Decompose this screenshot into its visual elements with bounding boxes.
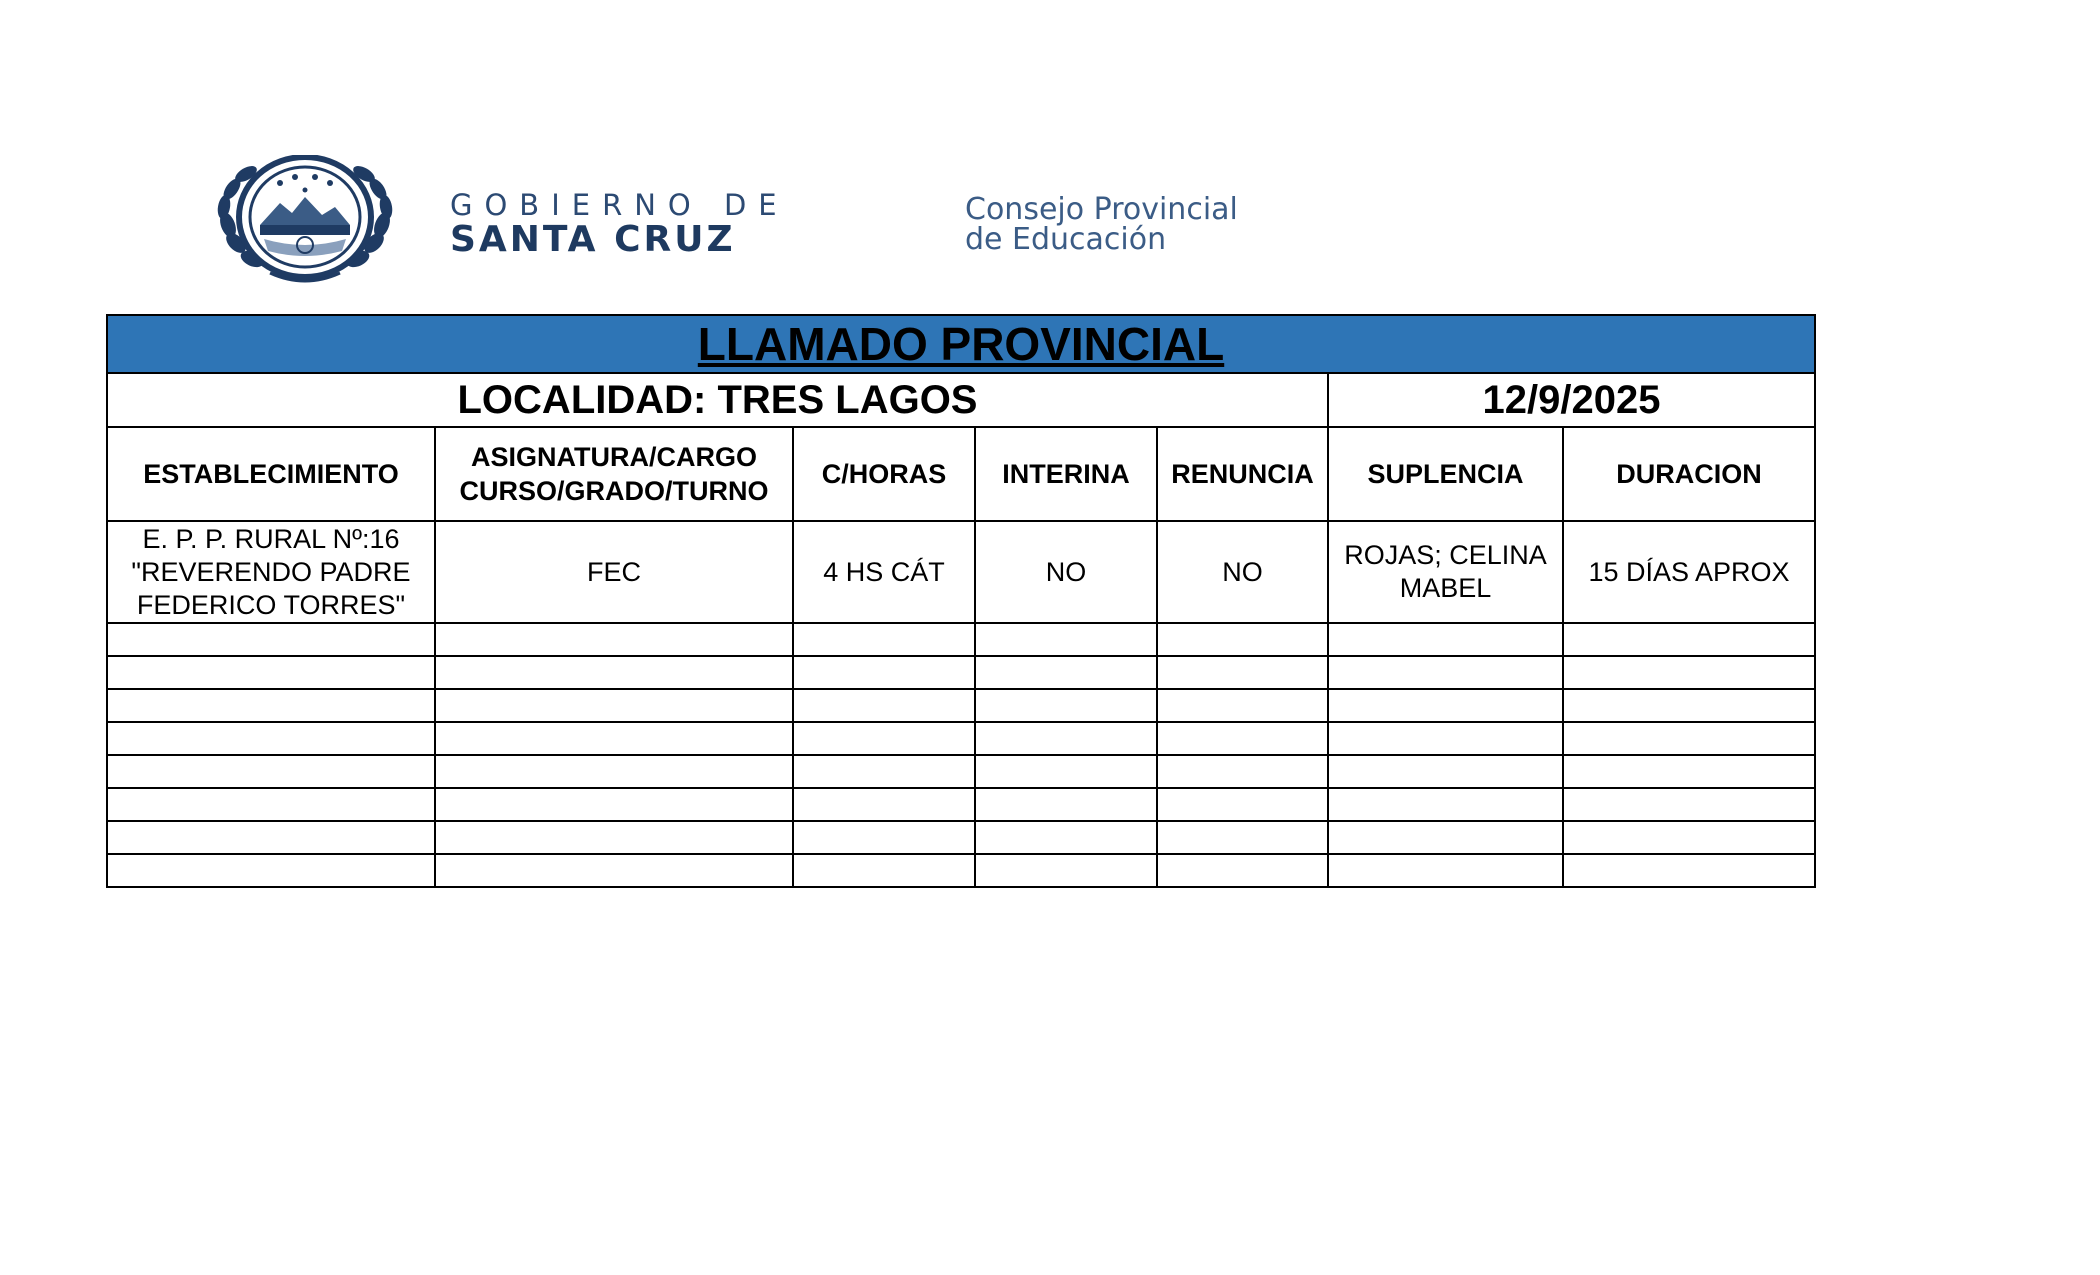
empty-cell (975, 656, 1157, 689)
gov-line-2: SANTA CRUZ (450, 219, 736, 260)
establecimiento-line-2: "REVERENDO PADRE (131, 556, 411, 587)
government-brand (450, 188, 789, 260)
empty-table-row (107, 788, 1815, 821)
col-suplencia: SUPLENCIA (1328, 427, 1563, 521)
empty-cell (1157, 821, 1328, 854)
empty-cell (435, 722, 793, 755)
empty-cell (107, 821, 435, 854)
empty-cell (107, 788, 435, 821)
empty-cell (1328, 755, 1563, 788)
empty-cell (793, 821, 975, 854)
cell-horas: 4 HS CÁT (793, 521, 975, 623)
cell-duracion: 15 DÍAS APROX (1563, 521, 1815, 623)
localidad: LOCALIDAD: TRES LAGOS (107, 373, 1328, 427)
empty-cell (975, 689, 1157, 722)
title-row (107, 315, 1815, 373)
empty-table-row (107, 821, 1815, 854)
empty-cell (435, 689, 793, 722)
col-interina: INTERINA (975, 427, 1157, 521)
empty-cell (793, 854, 975, 887)
empty-cell (975, 755, 1157, 788)
establecimiento-line-1: E. P. P. RURAL Nº:16 (142, 523, 400, 554)
empty-cell (793, 656, 975, 689)
cell-renuncia: NO (1157, 521, 1328, 623)
council-line-2: de Educación (965, 222, 1167, 257)
santa-cruz-seal-logo (210, 155, 400, 283)
empty-table-row (107, 755, 1815, 788)
gov-line-1: GOBIERNO DE (450, 188, 789, 222)
empty-cell (107, 656, 435, 689)
empty-cell (107, 623, 435, 656)
empty-table-row (107, 689, 1815, 722)
empty-cell (1157, 788, 1328, 821)
cell-interina: NO (975, 521, 1157, 623)
table-row (107, 521, 1815, 623)
col-asignatura (435, 427, 793, 521)
page-header (210, 155, 1410, 285)
col-asignatura-line-1: ASIGNATURA/CARGO (471, 442, 757, 472)
empty-cell (1328, 722, 1563, 755)
empty-cell (1328, 689, 1563, 722)
council-brand (965, 192, 1238, 257)
empty-cell (1563, 788, 1815, 821)
empty-table-row (107, 854, 1815, 887)
suplencia-line-1: ROJAS; CELINA (1344, 540, 1547, 570)
empty-cell (793, 623, 975, 656)
empty-cell (1328, 821, 1563, 854)
empty-cell (1563, 656, 1815, 689)
council-line-1: Consejo Provincial (965, 192, 1238, 227)
empty-cell (435, 821, 793, 854)
empty-cell (107, 854, 435, 887)
col-renuncia: RENUNCIA (1157, 427, 1328, 521)
empty-cell (1157, 689, 1328, 722)
cell-asignatura: FEC (435, 521, 793, 623)
empty-cell (435, 854, 793, 887)
empty-cell (1563, 821, 1815, 854)
empty-table-row (107, 656, 1815, 689)
empty-cell (107, 755, 435, 788)
table-title: LLAMADO PROVINCIAL (107, 315, 1815, 373)
empty-cell (1157, 755, 1328, 788)
header-row (107, 427, 1815, 521)
empty-cell (107, 689, 435, 722)
empty-cell (1563, 854, 1815, 887)
empty-cell (435, 755, 793, 788)
empty-cell (107, 722, 435, 755)
col-duracion: DURACION (1563, 427, 1815, 521)
empty-cell (1328, 656, 1563, 689)
call-date: 12/9/2025 (1328, 373, 1815, 427)
location-row (107, 373, 1815, 427)
empty-cell (435, 623, 793, 656)
empty-table-row (107, 722, 1815, 755)
empty-cell (975, 821, 1157, 854)
empty-cell (975, 854, 1157, 887)
cell-establecimiento (107, 521, 435, 623)
empty-cell (1157, 722, 1328, 755)
col-horas: C/HORAS (793, 427, 975, 521)
empty-table-row (107, 623, 1815, 656)
col-establecimiento: ESTABLECIMIENTO (107, 427, 435, 521)
empty-cell (1157, 623, 1328, 656)
col-asignatura-line-2: CURSO/GRADO/TURNO (459, 476, 769, 506)
empty-cell (1328, 788, 1563, 821)
establecimiento-line-3: FEDERICO TORRES" (136, 589, 406, 620)
empty-cell (975, 722, 1157, 755)
empty-cell (1157, 656, 1328, 689)
empty-cell (1563, 623, 1815, 656)
empty-cell (1328, 854, 1563, 887)
call-table (106, 314, 1816, 888)
suplencia-line-2: MABEL (1399, 573, 1492, 603)
empty-cell (1563, 722, 1815, 755)
empty-cell (975, 788, 1157, 821)
empty-cell (975, 623, 1157, 656)
empty-cell (1563, 689, 1815, 722)
empty-cell (793, 722, 975, 755)
empty-cell (793, 788, 975, 821)
empty-cell (435, 656, 793, 689)
empty-cell (793, 755, 975, 788)
empty-cell (1328, 623, 1563, 656)
empty-cell (1157, 854, 1328, 887)
empty-cell (793, 689, 975, 722)
empty-cell (435, 788, 793, 821)
cell-suplencia (1328, 521, 1563, 623)
empty-cell (1563, 755, 1815, 788)
